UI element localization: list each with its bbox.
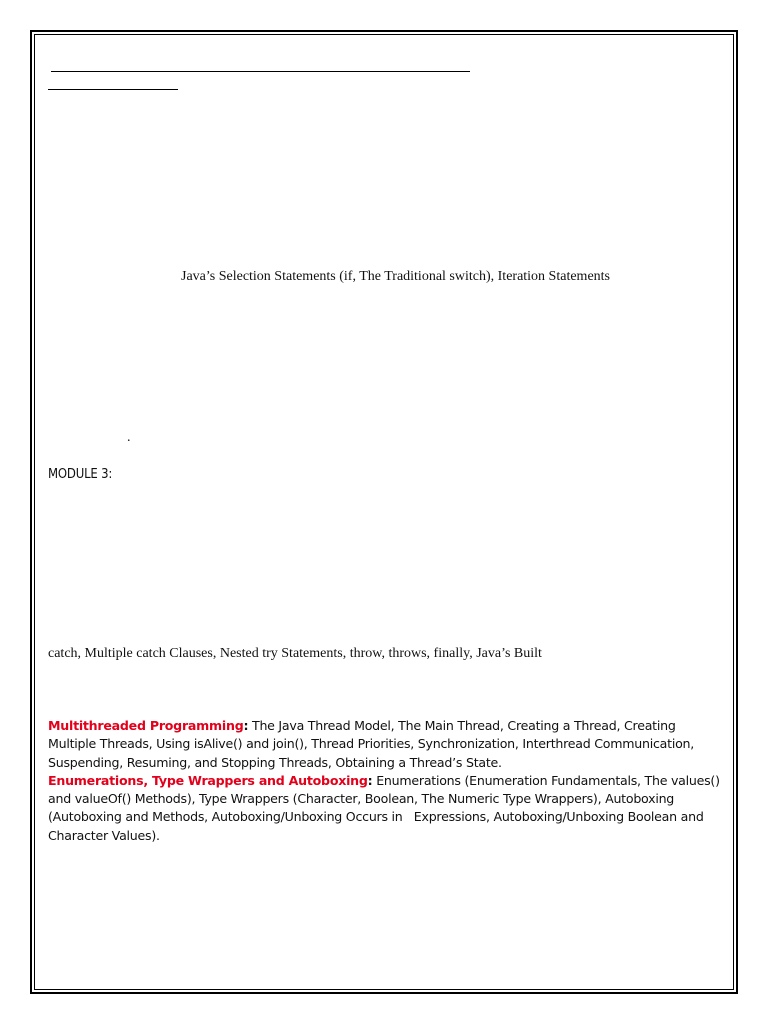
blank-underline-short	[48, 89, 178, 90]
enumerations-text: Enumerations (Enumeration Fundamentals, The values() and valueOf() Methods), Type Wrappers (Character, Boolean, The Numeric Type Wrappers), Autoboxing (Autoboxing and Methods, Autoboxing/Unboxing Occurs in Expressions, Autoboxing/Unboxing Boolean and Character Values).	[48, 772, 720, 843]
page-border-inner	[34, 34, 734, 990]
multithreading-colon: :	[243, 718, 249, 733]
multithreading-text: The Java Thread Model, The Main Thread, Creating a Thread, Creating Multiple Threads, Using isAlive() and join(), Thread Priorities, Synchronization, Interthread Communication, Suspending, Resuming, and Stopping Threads, Obtaining a Thread’s State.	[48, 718, 695, 770]
enumerations-colon: :	[367, 772, 373, 788]
exception-handling-line: catch, Multiple catch Clauses, Nested try Statements, throw, throws, finally, Java’s Built	[48, 646, 542, 661]
enumerations-heading: Enumerations, Type Wrappers and Autoboxing	[48, 772, 368, 788]
module-content-paragraph	[48, 717, 720, 845]
blank-underline-long	[51, 71, 470, 72]
stray-dot: .	[127, 430, 131, 445]
selection-statements-line: Java’s Selection Statements (if, The Traditional switch), Iteration Statements	[181, 269, 610, 284]
module-title: MODULE 3:	[48, 467, 113, 482]
multithreading-heading: Multithreaded Programming	[48, 718, 244, 733]
